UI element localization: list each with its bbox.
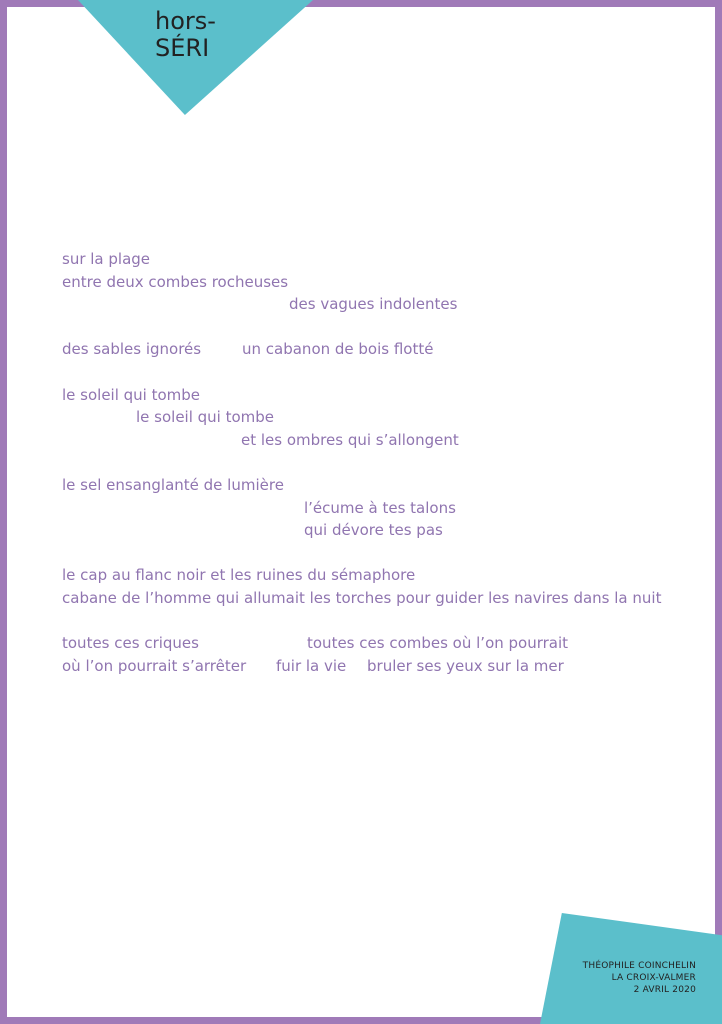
poem-line (62, 406, 702, 429)
poem-text: qui dévore tes pas (304, 521, 443, 540)
stanza-gap (62, 361, 702, 384)
brand-logo (155, 8, 216, 62)
poem-text: le sel ensanglanté de lumière (62, 475, 284, 494)
poem-line (62, 497, 702, 520)
poem-line (62, 587, 702, 610)
author-name: THÉOPHILE COINCHELIN (582, 961, 696, 971)
poem-line (62, 271, 702, 294)
poem-text: des vagues indolentes (289, 295, 458, 314)
poem-body (62, 248, 702, 677)
poem-line (62, 248, 702, 271)
poem-text: un cabanon de bois flotté (242, 340, 434, 359)
brand-line-1: hors- (155, 7, 216, 35)
brand-line-2: SÉRI (155, 34, 210, 62)
poem-text: toutes ces criques (62, 634, 199, 653)
poem-text: où l’on pourrait s’arrêter (62, 656, 247, 675)
stanza-gap (62, 610, 702, 633)
stanza-gap (62, 451, 702, 474)
poem-text: cabane de l’homme qui allumait les torches pour guider les navires dans la nuit (62, 588, 662, 607)
poem-text: et les ombres qui s’allongent (241, 430, 459, 449)
date: 2 AVRIL 2020 (633, 985, 696, 995)
poem-text: le soleil qui tombe (136, 408, 275, 427)
poem-line (62, 632, 702, 655)
poem-text: le soleil qui tombe (62, 385, 201, 404)
poem-text: entre deux combes rocheuses (62, 272, 289, 291)
poem-line (62, 474, 702, 497)
place-name: LA CROIX-VALMER (611, 973, 696, 983)
poem-line (62, 338, 702, 361)
stanza-gap (62, 542, 702, 565)
footer-credits (583, 960, 696, 996)
poem-text: des sables ignorés (62, 340, 202, 359)
poem-line (62, 293, 702, 316)
poem-line (62, 655, 702, 678)
poem-line (62, 564, 702, 587)
stanza-gap (62, 316, 702, 339)
poem-line (62, 429, 702, 452)
poem-text: bruler ses yeux sur la mer (367, 656, 564, 675)
poem-text: toutes ces combes où l’on pourrait (307, 634, 569, 653)
poem-text: le cap au flanc noir et les ruines du sémaphore (62, 566, 416, 585)
poem-text: sur la plage (62, 250, 151, 268)
poem-text: l’écume à tes talons (304, 498, 456, 517)
poem-line (62, 384, 702, 407)
poem-line (62, 519, 702, 542)
poem-text: fuir la vie (276, 656, 347, 675)
